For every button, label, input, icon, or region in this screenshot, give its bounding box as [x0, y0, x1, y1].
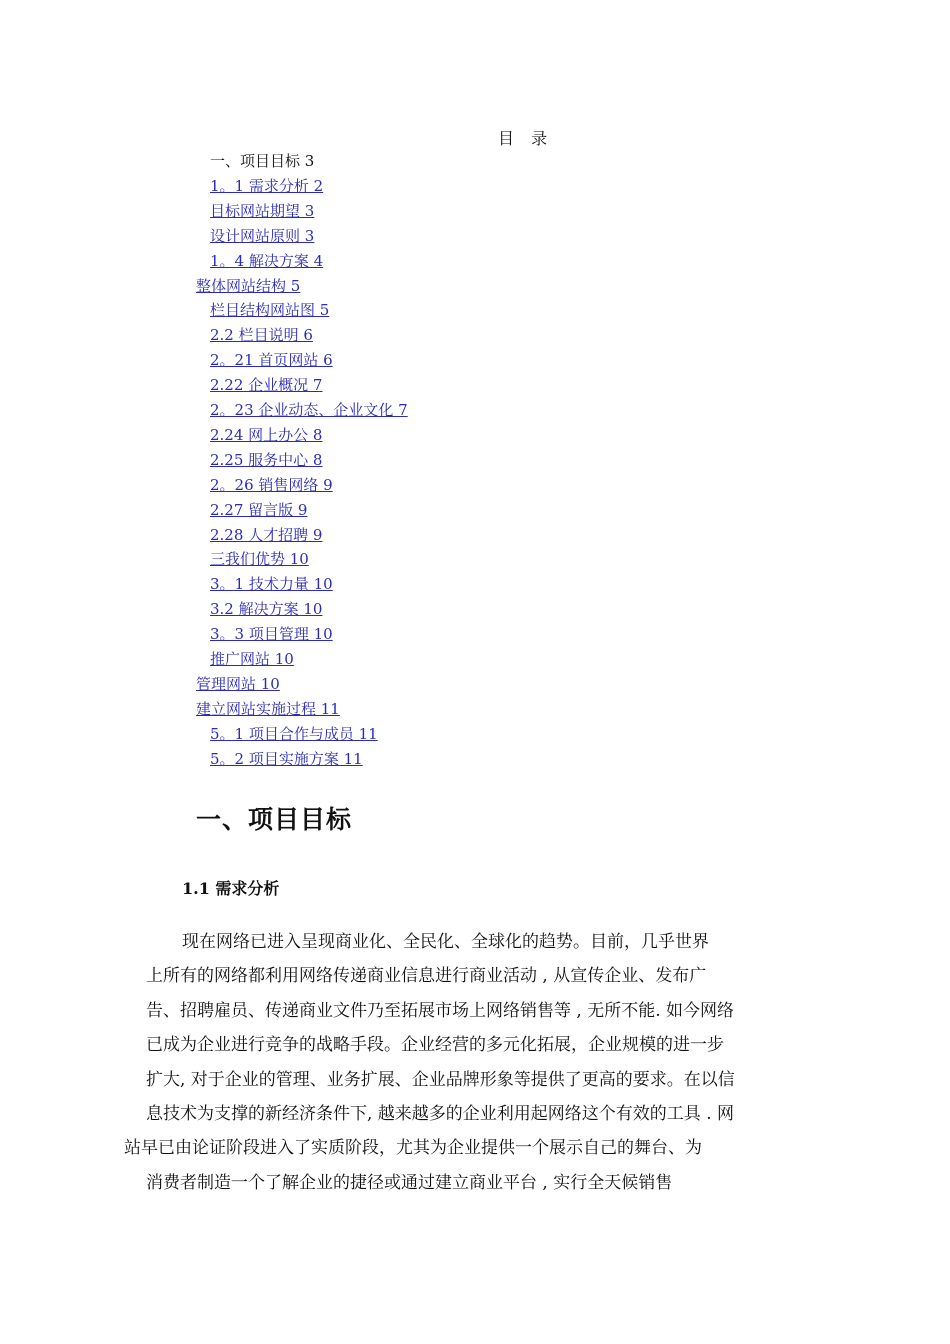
toc-entry[interactable]: 整体网站结构 5 — [196, 276, 301, 295]
toc-entry[interactable]: 管理网站 10 — [196, 674, 280, 693]
paragraph-line: 已成为企业进行竞争的战略手段。企业经营的多元化拓展，企业规模的进一步 — [146, 1035, 724, 1056]
toc-title: 目 录 — [498, 129, 554, 148]
toc-entry[interactable]: 三我们优势 10 — [210, 550, 309, 569]
paragraph-line: 消费者制造一个了解企业的捷径或通过建立商业平台 , 实行全天候销售 — [146, 1172, 673, 1193]
toc-entry[interactable]: 2.2 栏目说明 6 — [210, 326, 313, 345]
toc-entry: 一、项目目标 3 — [210, 152, 315, 170]
toc-entry[interactable]: 建立网站实施过程 11 — [196, 699, 340, 718]
toc-entry[interactable]: 5。1 项目合作与成员 11 — [210, 724, 378, 743]
section-heading: 一、项目目标 — [196, 805, 353, 834]
paragraph-line: 上所有的网络都利用网络传递商业信息进行商业活动 , 从宣传企业、发布广 — [146, 966, 707, 987]
paragraph-line: 告、招聘雇员、传递商业文件乃至拓展市场上网络销售等 , 无所不能. 如今网络 — [146, 1000, 735, 1021]
toc-entry[interactable]: 2。23 企业动态、企业文化 7 — [210, 401, 408, 419]
toc-entry[interactable]: 3。3 项目管理 10 — [210, 625, 333, 644]
toc-entry[interactable]: 目标网站期望 3 — [210, 201, 315, 220]
toc-entry[interactable]: 2。26 销售网络 9 — [210, 475, 333, 494]
toc-entry[interactable]: 2。21 首页网站 6 — [210, 351, 333, 370]
toc-entry[interactable]: 2.24 网上办公 8 — [210, 425, 323, 444]
toc-entry[interactable]: 推广网站 10 — [210, 650, 294, 668]
toc-entry[interactable]: 2.27 留言版 9 — [210, 500, 308, 519]
toc-entry[interactable]: 栏目结构网站图 5 — [210, 301, 330, 320]
toc-entry[interactable]: 5。2 项目实施方案 11 — [210, 749, 363, 768]
toc-entry[interactable]: 3.2 解决方案 10 — [210, 600, 323, 619]
toc-entry[interactable]: 设计网站原则 3 — [210, 226, 315, 245]
toc-entry[interactable]: 2.25 服务中心 8 — [210, 450, 323, 469]
paragraph-line: 站早已由论证阶段进入了实质阶段，尤其为企业提供一个展示自己的舞台、为 — [124, 1138, 702, 1159]
paragraph-line: 息技术为支撑的新经济条件下, 越来越多的企业利用起网络这个有效的工具 . 网 — [146, 1104, 735, 1124]
toc-entry[interactable]: 3。1 技术力量 10 — [210, 575, 333, 594]
paragraph-line: 现在网络已进入呈现商业化、全民化、全球化的趋势。目前，几乎世界 — [182, 932, 709, 952]
toc-entry[interactable]: 2.22 企业概况 7 — [210, 376, 323, 395]
toc-entry[interactable]: 2.28 人才招聘 9 — [210, 525, 323, 544]
toc-entry[interactable]: 1。4 解决方案 4 — [210, 251, 324, 270]
section-subheading: 1.1 需求分析 — [182, 879, 280, 898]
paragraph-line: 扩大, 对于企业的管理、业务扩展、企业品牌形象等提供了更高的要求。在以信 — [146, 1069, 735, 1090]
toc-entry[interactable]: 1。1 需求分析 2 — [210, 176, 324, 195]
